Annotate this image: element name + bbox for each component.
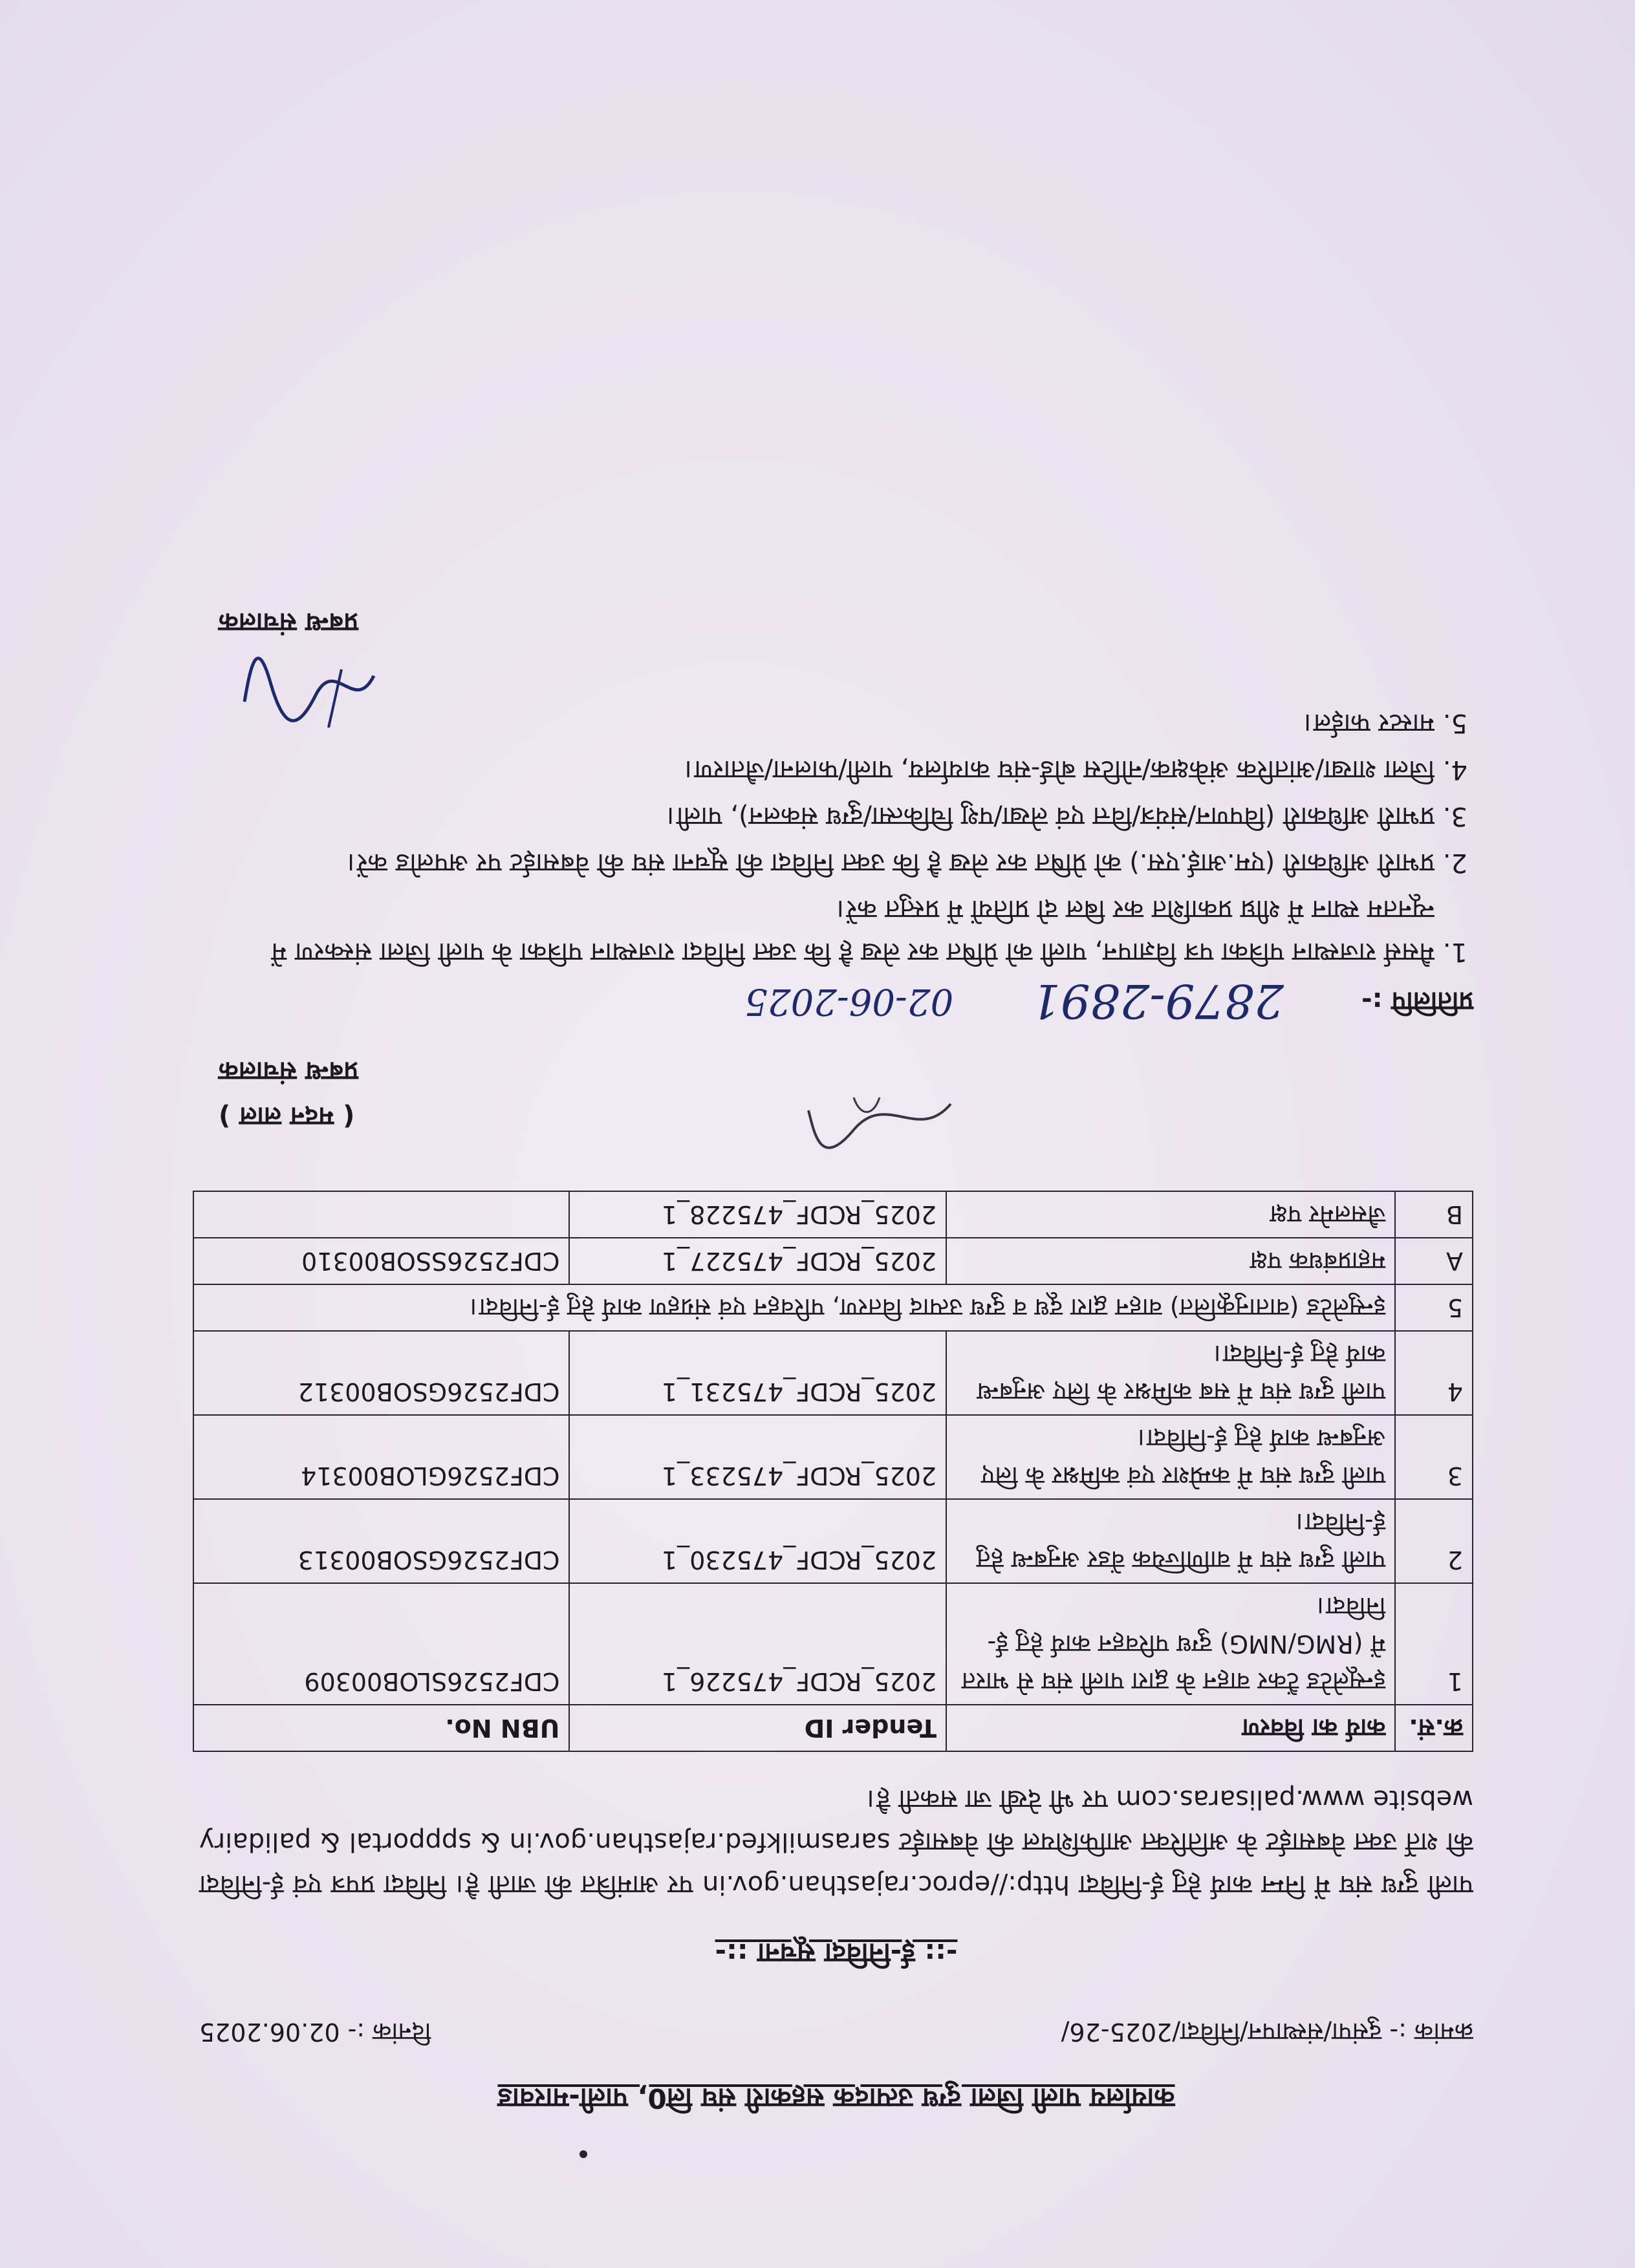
- cell-sno: A: [1395, 1238, 1473, 1284]
- cell-ubn: CDF2526GSOB00312: [193, 1331, 570, 1415]
- copy-item: 4. जिला शाखा/आंतरिक अंकेक्षक/नोटिस बोर्ड-संघ कार्यालय, पाली/फालना/जैतारण।: [199, 748, 1435, 791]
- copy-list: [199, 702, 1473, 973]
- reference-date: दिनांक :- 02.06.2025: [199, 2018, 431, 2046]
- scan-speck: [579, 2150, 587, 2158]
- signatory-name: ( मदन लाल ): [219, 1101, 355, 1131]
- cell-tender-id: 2025_RCDF_475226_1: [570, 1583, 947, 1705]
- handwritten-signature: [238, 650, 380, 740]
- table-row: [193, 1415, 1473, 1499]
- cell-sno: 5: [1395, 1284, 1473, 1331]
- final-title: प्रबन्ध संचालक: [219, 607, 358, 637]
- cell-description: पाली दुग्ध संघ में सब कमिश्नर के लिए अनुबन्ध कार्य हेतु ई-निविदा।: [946, 1331, 1395, 1415]
- cell-tender-id: 2025_RCDF_475233_1: [570, 1415, 947, 1499]
- notice-heading-text: -:: ई-निविदा सूचना ::-: [715, 1938, 958, 1969]
- document-body: [199, 601, 1473, 2119]
- handwritten-initial: [802, 1085, 957, 1156]
- copy-item: 5. मास्टर फाईल।: [199, 702, 1435, 744]
- copy-item: 3. प्रभारी अधिकारी (विपणन/संयंत्र/वित्त एवं लेखा/पशु चिकित्सा/दुग्ध संकलन), पाली।: [199, 795, 1435, 837]
- reference-number: क्रमांक :- दुसंपा/संस्थापन/निविदा/2025-26/: [1061, 2018, 1473, 2046]
- cell-tender-id: 2025_RCDF_475230_1: [570, 1499, 947, 1583]
- cell-description: पाली दुग्ध संघ में वाणिज्यिक वेंडर अनुबन्ध हेतु ई-निविदा।: [946, 1499, 1395, 1583]
- cell-sno: 3: [1395, 1415, 1473, 1499]
- table-row: [193, 1583, 1473, 1705]
- cell-description: इन्सुलेटेड (वातानुकूलित) वाहन द्वारा दूध व दुग्ध उत्पाद वितरण, परिवहन एवं संग्रहण कार्य हेतु ई-निविदा।: [193, 1284, 1395, 1331]
- copy-item: 1. मैसर्स राजस्थान पत्रिका पत्र विज्ञापन, पाली को प्रेषित कर लेख है कि उक्त निविदा राजस्थान पत्रिका के पाली जिला संस्करण में न्यूनतम स्थान में शीघ्र प्रकाशित कर बिल दो प्रतियों में प्रस्तुत करें।: [199, 888, 1435, 973]
- handwritten-dispatch-date: 02-06-2025: [744, 980, 954, 1022]
- cell-ubn: CDF2526GLOB00314: [193, 1415, 570, 1499]
- copy-item: 2. प्रभारी अधिकारी (एम.आई.एस.) को प्रेषित कर लेख है कि उक्त निविदा की सूचना संघ की वेबसाईट पर अपलोड करें।: [199, 841, 1435, 884]
- cell-description: महाप्रबंधक पक्ष: [946, 1238, 1395, 1284]
- dispatch-row: [199, 974, 1473, 1028]
- cell-sno: 4: [1395, 1331, 1473, 1415]
- final-signatory: [199, 601, 1473, 643]
- cell-ubn: CDF2526SLOB00309: [193, 1583, 570, 1705]
- notice-heading: [199, 1932, 1473, 1974]
- reference-row: [199, 2011, 1473, 2053]
- table-header-row: [193, 1705, 1473, 1751]
- header-description: कार्य का विवरण: [946, 1705, 1395, 1751]
- cell-tender-id: 2025_RCDF_475231_1: [570, 1331, 947, 1415]
- copy-heading: प्रतिलिपि :-: [1361, 986, 1473, 1016]
- cell-tender-id: 2025_RCDF_475227_1: [570, 1238, 947, 1284]
- header-tender-id: Tender ID: [570, 1705, 947, 1751]
- cell-sno: 2: [1395, 1499, 1473, 1583]
- cell-ubn: CDF2526SSOB00310: [193, 1238, 570, 1284]
- tender-table: [193, 1191, 1473, 1752]
- table-row: [193, 1191, 1473, 1238]
- cell-description: पाली दुग्ध संघ में कम्प्रेशर एवं कमिश्नर के लिए अनुबन्ध कार्य हेतु ई-निविदा।: [946, 1415, 1395, 1499]
- header-sno: क्र.सं.: [1395, 1705, 1473, 1751]
- signatory-title: प्रबन्ध संचालक: [219, 1056, 358, 1086]
- cell-description: जैसलमेर पक्ष: [946, 1191, 1395, 1238]
- cell-ubn: CDF2526GSOB00313: [193, 1499, 570, 1583]
- header-ubn: UBN No.: [193, 1705, 570, 1751]
- intro-paragraph: पाली दुग्ध संघ में निम्न कार्य हेतु ई-निविदा http://eproc.rajasthan.gov.in पर आमंत्रित की जाती है। निविदा प्रपत्र एवं ई-निविदा की शर्ते उक्त वेबसाईट के अतिरिक्त आफिशियल की वेबसाईट sarasmilkfed.rajasthan.gov.in & sppportal & palidairy website www.palisaras.com पर भी देखी जा सकती है।: [199, 1784, 1473, 1899]
- office-title: कार्यालय पाली जिला दुग्ध उत्पादक सहकारी संघ लि0, पाली-मारवाड: [497, 2082, 1175, 2114]
- cell-sno: 1: [1395, 1583, 1473, 1705]
- handwritten-dispatch-number: 2879-2891: [1031, 974, 1284, 1028]
- cell-description: इन्सूलेटेड टैंकर वाहन के द्वारा पाली संघ से भारत में (RMG/NMG) दुग्ध परिवहन कार्य हेतु ई-निविदा।: [946, 1583, 1395, 1705]
- cell-sno: B: [1395, 1191, 1473, 1238]
- cell-tender-id: 2025_RCDF_475228_1: [570, 1191, 947, 1238]
- table-row: [193, 1238, 1473, 1284]
- cell-ubn: [193, 1191, 570, 1238]
- table-row: [193, 1284, 1473, 1331]
- table-row: [193, 1499, 1473, 1583]
- table-row: [193, 1331, 1473, 1415]
